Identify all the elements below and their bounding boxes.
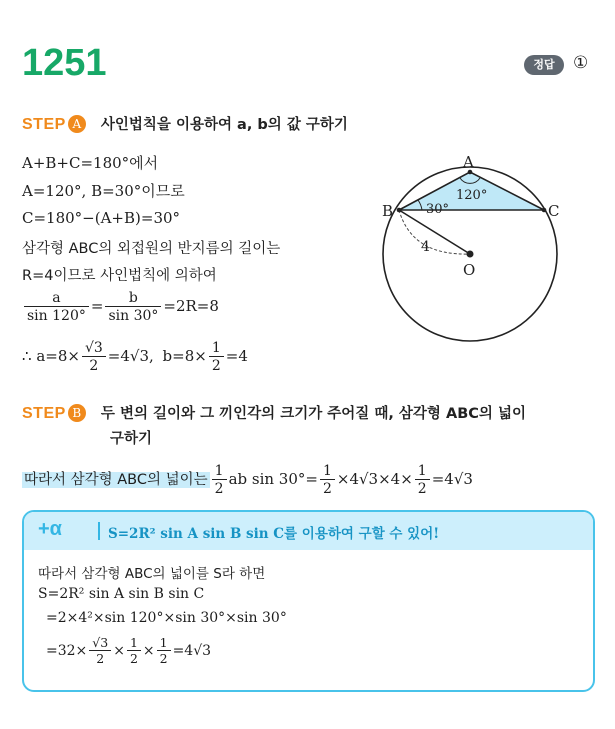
problem-number: 1251 — [22, 42, 107, 84]
result-b-post: =4 — [225, 347, 248, 365]
tip-title: S=2R² sin A sin B sin C를 이용하여 구할 수 있어! — [108, 526, 440, 542]
tip-line1: 따라서 삼각형 ABC의 넓이를 S라 하면 — [38, 566, 266, 582]
answer-badge: 정답 — [524, 55, 564, 75]
area-mid: ab sin 30°= — [228, 470, 318, 488]
step-a-badge: A — [68, 115, 86, 133]
step-b-title-line2: 구하기 — [110, 431, 153, 447]
tip-line4: =32× $\frac{√3}{2}$ × $\frac{1}{2}$ × $\frac{1}{2}$ =4√3 — [46, 635, 212, 666]
sine-law-equation: $\frac{a}{\sin 120^\circ}$ = $\frac{b}{\sin 30^\circ}$ =2R=8 — [22, 290, 219, 324]
step-a-line4: 삼각형 ABC의 외접원의 반지름의 길이는 — [22, 241, 281, 257]
label-b: B — [382, 202, 394, 220]
angle-b-label: 30° — [426, 202, 450, 217]
step-b-title-line1: 두 변의 길이와 그 끼인각의 크기가 주어질 때, 삼각형 ABC의 넓이 — [100, 406, 526, 422]
result-equation — [22, 340, 248, 374]
result-b-pre: b=8× — [162, 347, 207, 365]
therefore-symbol: ∴ — [22, 347, 32, 365]
tip-line4-pre: =32× — [46, 643, 88, 659]
step-a-title: 사인법칙을 이용하여 a, b의 값 구하기 — [100, 117, 348, 133]
step-a-line1: A+B+C=180°에서 — [22, 154, 159, 172]
label-o: O — [463, 261, 476, 279]
radius-label: 4 — [421, 239, 430, 255]
frac-half-2: $\frac{1}{2}$ — [320, 463, 335, 497]
step-b-label: STEP — [22, 405, 66, 422]
step-b-badge: B — [68, 404, 86, 422]
area-equation — [22, 463, 473, 497]
step-a-header — [22, 113, 348, 134]
tip-line4-end: =4√3 — [172, 643, 212, 659]
step-b-header — [22, 402, 526, 423]
center-point — [467, 251, 474, 258]
tip-box — [22, 510, 595, 692]
frac-half-1: $\frac{1}{2}$ — [212, 463, 227, 497]
tip-frac-sqrt3: $\frac{√3}{2}$ — [89, 636, 111, 666]
label-c: C — [548, 202, 560, 220]
area-end: =4√3 — [431, 470, 473, 488]
step-a-line2: A=120°, B=30°이므로 — [22, 182, 185, 200]
step-a-line3: C=180°−(A+B)=30° — [22, 209, 181, 227]
result-a-post: =4√3, — [107, 347, 154, 365]
plus-alpha-icon: +α — [38, 518, 62, 540]
frac-a-over-sin120: $\frac{a}{\sin 120^\circ}$ — [24, 290, 89, 324]
area-mid2: ×4√3×4× — [336, 470, 413, 488]
sine-law-result: =2R=8 — [163, 297, 219, 315]
frac-1-over-2: $\frac{1}{2}$ — [209, 340, 224, 374]
step-a-line5: R=4이므로 사인법칙에 의하여 — [22, 268, 217, 284]
frac-b-over-sin30: $\frac{b}{\sin 30^\circ}$ — [105, 290, 161, 324]
tip-frac-half-1: $\frac{1}{2}$ — [127, 636, 141, 666]
point-b — [397, 208, 402, 213]
circumcircle-diagram — [370, 148, 585, 348]
tip-line3: =2×4²×sin 120°×sin 30°×sin 30° — [46, 610, 287, 626]
angle-a-label: 120° — [456, 188, 488, 203]
point-c — [542, 208, 547, 213]
frac-sqrt3-over-2: $\frac{√3}{2}$ — [82, 340, 106, 374]
tip-frac-half-2: $\frac{1}{2}$ — [157, 636, 171, 666]
tip-line2: S=2R² sin A sin B sin C — [38, 586, 205, 602]
area-text: 따라서 삼각형 ABC의 넓이는 — [24, 472, 208, 488]
label-a: A — [463, 153, 474, 171]
frac-half-3: $\frac{1}{2}$ — [415, 463, 430, 497]
result-a-pre: a=8× — [36, 347, 80, 365]
answer-value: ① — [573, 53, 589, 73]
tip-divider — [98, 522, 100, 540]
step-a-label: STEP — [22, 116, 66, 133]
